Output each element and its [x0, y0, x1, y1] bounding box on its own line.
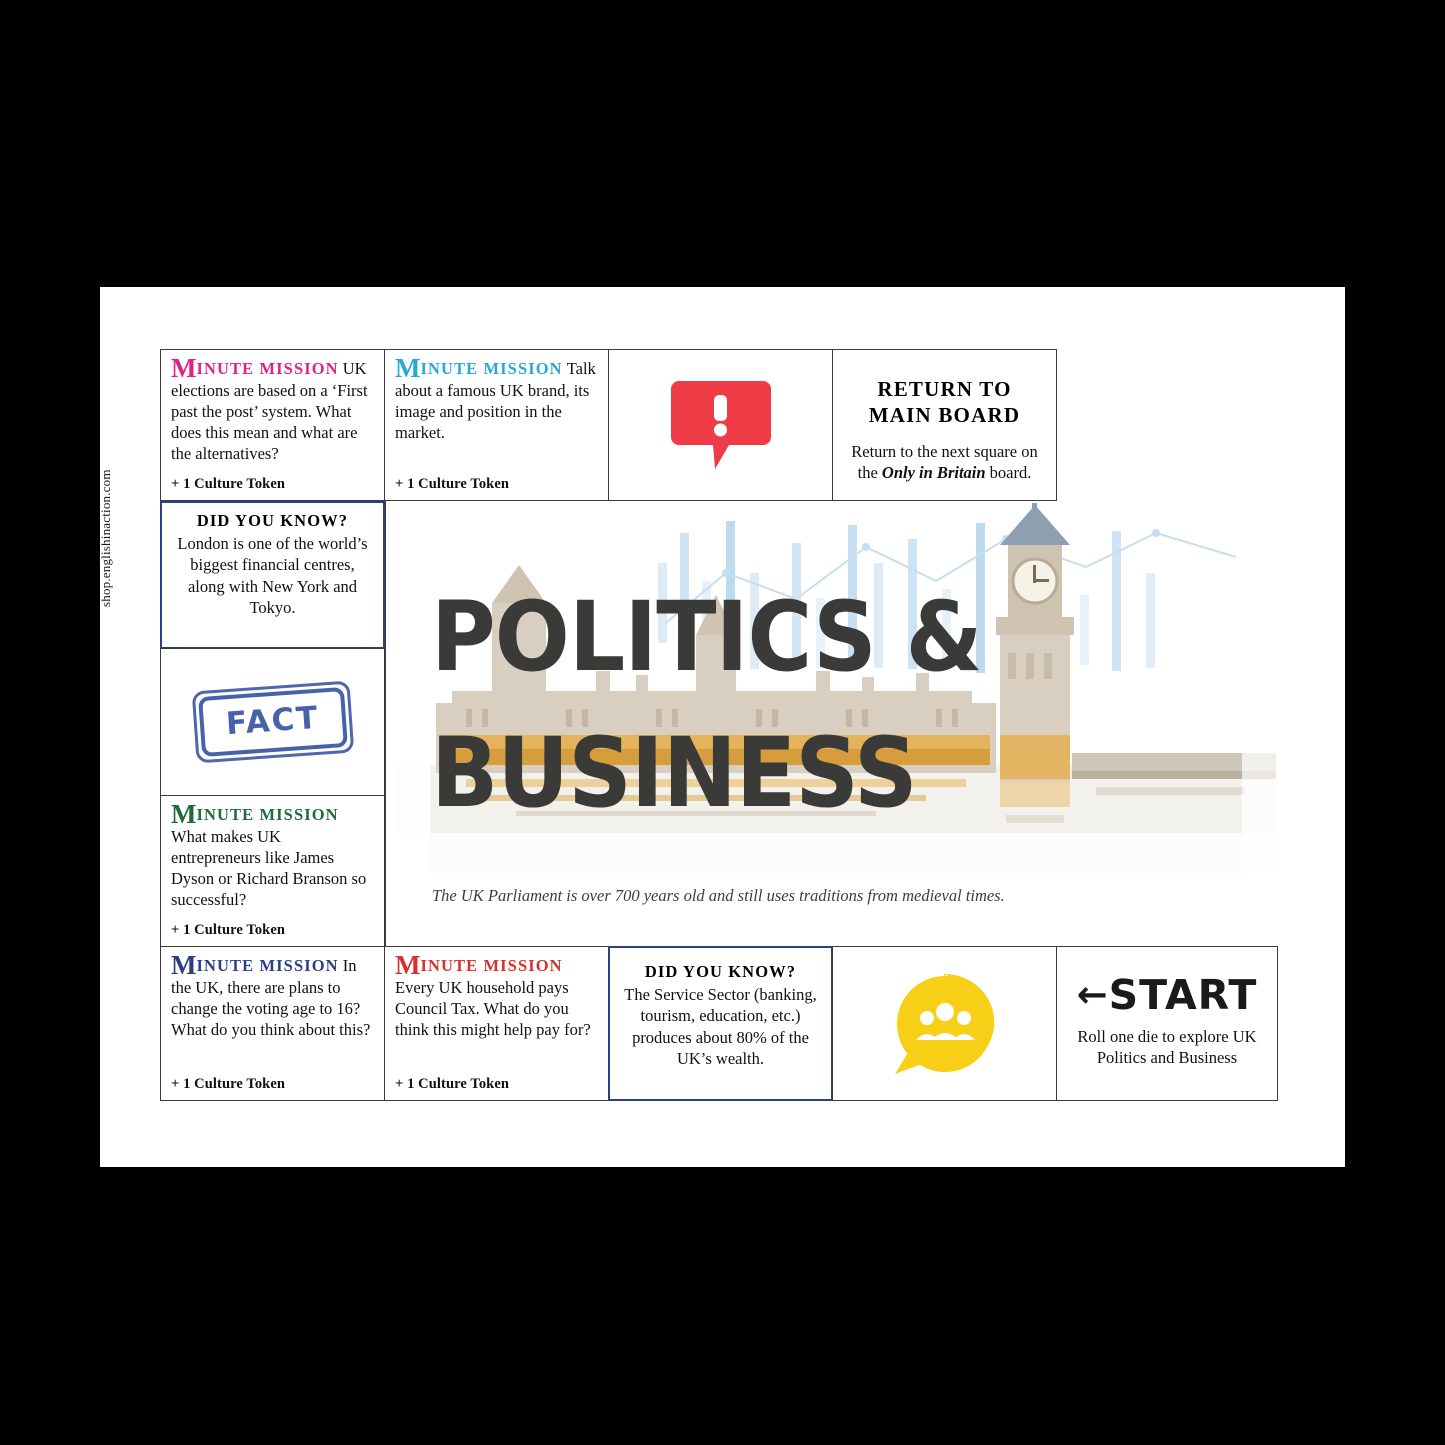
- minute-mission-cap: M: [171, 799, 197, 829]
- cell-discussion-icon[interactable]: [832, 946, 1057, 1101]
- minute-mission-heading: INUTE MISSION: [420, 359, 563, 378]
- cell-minute-mission-entrepreneurs[interactable]: [160, 795, 385, 947]
- minute-mission-cap: M: [395, 950, 421, 980]
- red-exclamation-speech-bubble-icon: [669, 375, 773, 475]
- minute-mission-cap: M: [395, 353, 421, 383]
- did-you-know-body: London is one of the world’s biggest financial centres, along with New York and Tokyo.: [177, 534, 368, 618]
- cell-minute-mission-elections[interactable]: [160, 349, 385, 501]
- center-panel-caption: The UK Parliament is over 700 years old and still uses traditions from medieval times.: [432, 886, 1005, 905]
- minute-mission-body: In the UK, there are plans to change the voting age to 16? What do you think about this?: [171, 956, 371, 1039]
- cell-minute-mission-council-tax[interactable]: [384, 946, 609, 1101]
- culture-token-label: + 1 Culture Token: [171, 922, 286, 938]
- start-instructions: Roll one die to explore UK Politics and Business: [1077, 1027, 1257, 1068]
- minute-mission-body: UK elections are based on a ‘First past the post’ system. What does this mean and what are the alternatives?: [171, 359, 368, 463]
- center-panel-title: [431, 569, 1167, 842]
- start-title: [1067, 971, 1267, 1019]
- minute-mission-heading: INUTE MISSION: [196, 956, 339, 975]
- culture-token-label: + 1 Culture Token: [171, 1076, 286, 1092]
- cell-did-you-know-london[interactable]: [160, 501, 385, 649]
- minute-mission-heading: INUTE MISSION: [196, 805, 339, 824]
- cell-minute-mission-voting-age[interactable]: [160, 946, 385, 1101]
- minute-mission-heading: INUTE MISSION: [420, 956, 563, 975]
- minute-mission-body: Talk about a famous UK brand, its image and position in the market.: [395, 359, 596, 442]
- fact-stamp-icon: [194, 686, 352, 758]
- center-title-line1: POLITICS &: [431, 581, 982, 693]
- culture-token-label: + 1 Culture Token: [395, 1076, 510, 1092]
- cell-exclamation-icon[interactable]: [608, 349, 833, 501]
- did-you-know-heading: DID YOU KNOW?: [644, 962, 797, 981]
- cell-minute-mission-brand[interactable]: [384, 349, 609, 501]
- did-you-know-heading: DID YOU KNOW?: [196, 511, 349, 530]
- cell-start[interactable]: [1056, 946, 1278, 1101]
- did-you-know-body: The Service Sector (banking, tourism, education, etc.) produces about 80% of the UK’s wealth.: [624, 985, 817, 1069]
- cell-fact-stamp[interactable]: [160, 648, 385, 796]
- center-panel: [385, 501, 1278, 947]
- left-arrow-icon: ←: [1076, 973, 1109, 1016]
- fact-stamp-label: FACT: [198, 687, 347, 757]
- yellow-people-speech-bubble-icon: [889, 970, 1001, 1078]
- start-label: START: [1108, 971, 1258, 1019]
- minute-mission-heading: INUTE MISSION: [196, 359, 339, 378]
- cell-did-you-know-service-sector[interactable]: [608, 946, 833, 1101]
- return-to-main-board-body: Return to the next square on the Only in Britain board.: [851, 441, 1038, 482]
- minute-mission-cap: M: [171, 353, 197, 383]
- board-grid: [160, 349, 1278, 1101]
- game-board-page: [100, 287, 1345, 1167]
- culture-token-label: + 1 Culture Token: [395, 476, 510, 492]
- return-to-main-board-heading: RETURN TO MAIN BOARD: [868, 377, 1021, 428]
- cell-return-to-main-board[interactable]: [832, 349, 1057, 501]
- minute-mission-cap: M: [171, 950, 197, 980]
- minute-mission-body: Every UK household pays Council Tax. What do you think this might help pay for?: [395, 977, 591, 1039]
- shop-url-vertical-text: shop.englishinaction.com: [98, 469, 113, 607]
- center-title-line2: BUSINESS: [431, 717, 917, 830]
- culture-token-label: + 1 Culture Token: [171, 476, 286, 492]
- minute-mission-body: What makes UK entrepreneurs like James Dyson or Richard Branson so successful?: [171, 826, 367, 909]
